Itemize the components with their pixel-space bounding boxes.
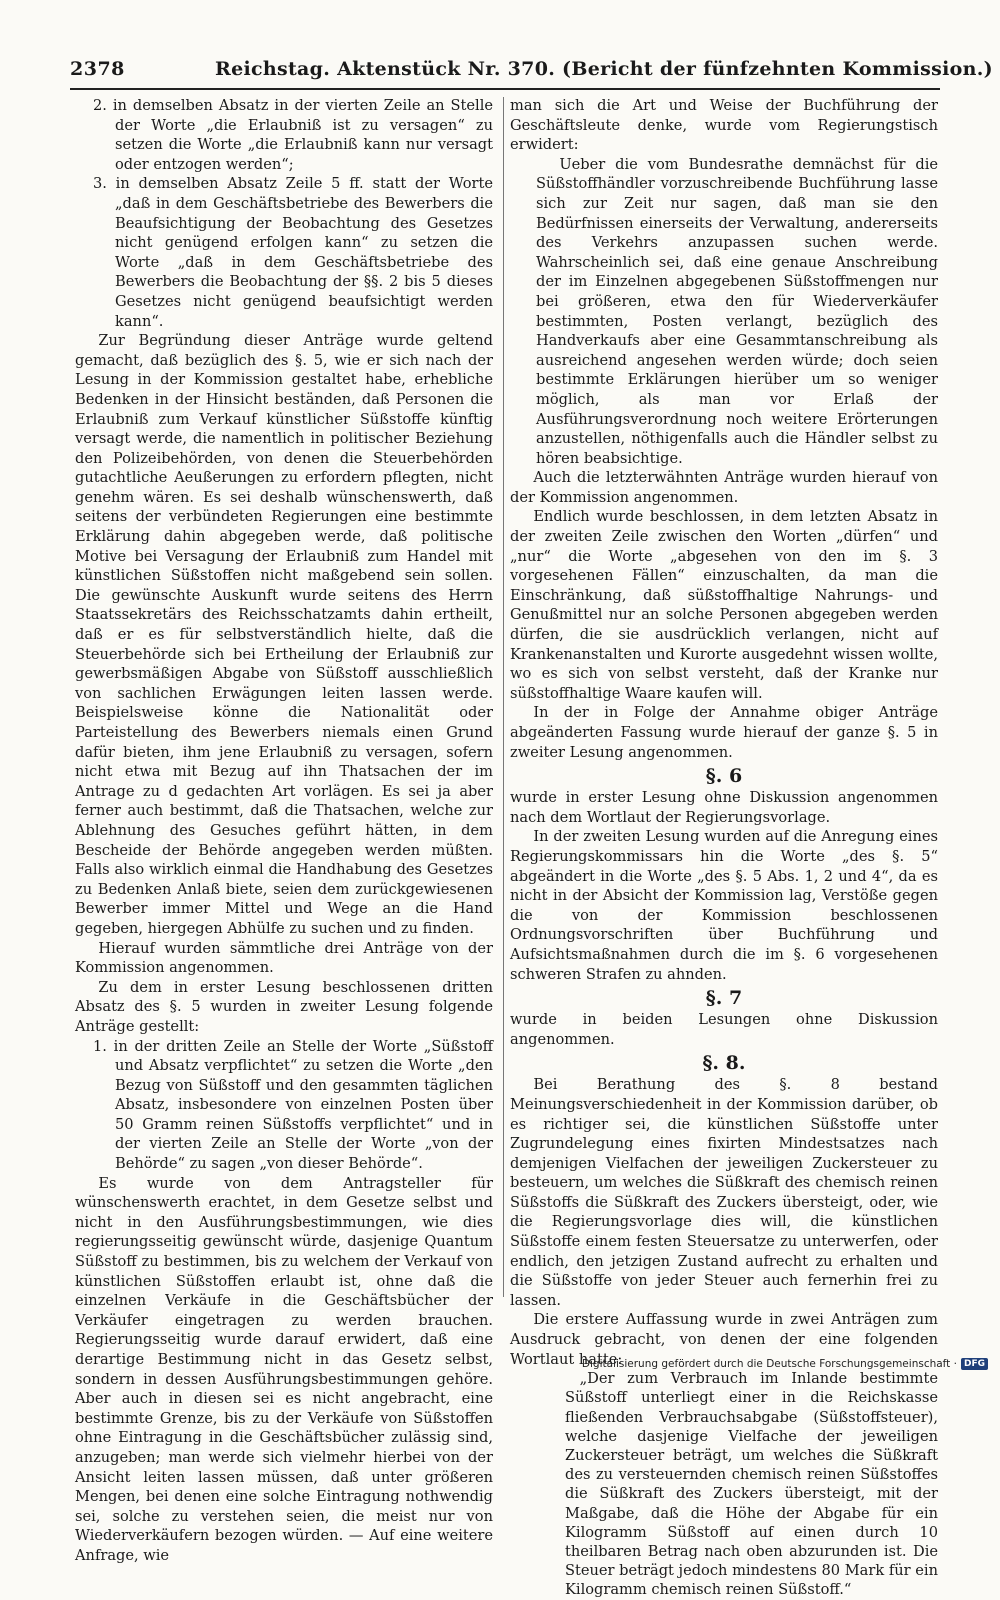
paragraph: Die erstere Auffassung wurde in zwei Anträgen zum Ausdruck gebracht, von denen der eine folgenden Wortlaut hatte: xyxy=(510,1311,938,1368)
paragraph: In der in Folge der Annahme obiger Anträge abgeänderten Fassung wurde hierauf der ganze §. 5 in zweiter Lesung angenommen. xyxy=(510,704,938,761)
paragraph: Hierauf wurden sämmtliche drei Anträge von der Kommission angenommen. xyxy=(75,939,493,977)
paragraph: Endlich wurde beschlossen, in dem letzten Absatz in der zweiten Zeile zwischen den Worten „dürfen“ und „nur“ die Worte „abgesehen von den im §. 3 vorgesehenen Fällen“ einzuschalten, da man die Einschränkung, daß süßstoffhaltige Nahrungs- und Genußmittel nur an solche Personen abgegeben werden dürfen, die sie ausdrücklich verlangen, nicht auf Krankenanstalten und Kurorte ausgedehnt wissen wollte, wo es sich von selbst versteht, daß der Kranke nur süßstoffhaltige Waare kaufen will. xyxy=(510,508,938,702)
section-heading: §. 7 xyxy=(705,987,743,1010)
list-item: 1. in der dritten Zeile an Stelle der Worte „Süßstoff und Absatz verpflichtet“ zu setzen die Worte „den Bezug von Süßstoff und den gesammten täglichen Absatz, insbesondere von einzelnen Posten über 50 Gramm reinen Süßstoffs verpflichtet“ und in der vierten Zeile an Stelle der Worte „von der Behörde“ zu sagen „von dieser Behörde“. xyxy=(93,1037,493,1173)
column-divider xyxy=(503,97,504,1297)
footer-credit: Digitalisierung gefördert durch die Deutsche Forschungsgemeinschaft · xyxy=(581,1358,957,1370)
paragraph: In der zweiten Lesung wurden auf die Anregung eines Regierungskommissars hin die Worte „des §. 5“ abgeändert in die Worte „des §. 5 Abs. 1, 2 und 4“, da es nicht in der Absicht der Kommission lag, Verstöße gegen die von der Kommission beschlossenen Ordnungsvorschriften über Buchführung und Aufsichtsmaßnahmen durch die im §. 6 vorgesehenen schweren Strafen zu ahnden. xyxy=(510,828,938,983)
paragraph: Zu dem in erster Lesung beschlossenen dritten Absatz des §. 5 wurden in zweiter Lesung folgende Anträge gestellt: xyxy=(75,978,493,1035)
paragraph: Bei Berathung des §. 8 bestand Meinungsverschiedenheit in der Kommission darüber, ob es richtiger sei, die künstlichen Süßstoffe unter Zugrundelegung eines fixirten Mindestsatzes nach demjenigen Vielfachen der jeweiligen Zuckersteuer zu besteuern, um welches die Süßkraft des chemisch reinen Süßstoffs die Süßkraft des Zuckers übersteigt, oder, wie die Regierungsvorlage dies will, die künstlichen Süßstoffe einem festen Steuersatze zu unterwerfen, oder endlich, den jetzigen Zustand aufrecht zu erhalten und die Süßstoffe von jeder Steuer auch fernerhin frei zu lassen. xyxy=(510,1076,938,1309)
page-number: 2378 xyxy=(70,58,125,80)
page-header xyxy=(70,58,993,84)
section-heading: §. 6 xyxy=(705,765,743,788)
header-rule xyxy=(70,88,940,90)
dfg-logo: DFG xyxy=(961,1358,988,1370)
quote-block: Ueber die vom Bundesrathe demnächst für die Süßstoffhändler vorzuschreibende Buchführung lasse sich zur Zeit nur sagen, daß man sie den Bedürfnissen einerseits der Verwaltung, andererseits des Verkehrs anzupassen suchen werde. Wahrscheinlich sei, daß eine genaue Anschreibung der im Einzelnen abgegebenen Süßstoffmengen nur bei größeren, etwa den für Wiederverkäufer bestimmten, Posten verlangt, bezüglich des Handverkaufs aber eine Gesammtanschreibung als ausreichend angesehen werden würde; doch seien bestimmte Erklärungen hierüber um so weniger möglich, als man vor Erlaß der Ausführungsverordnung noch weitere Erörterungen anzustellen, nöthigenfalls auch die Händler selbst zu hören beabsichtige. xyxy=(536,155,938,467)
paragraph: wurde in erster Lesung ohne Diskussion angenommen nach dem Wortlaut der Regierungsvorlage. xyxy=(510,789,938,826)
section-heading: §. 8. xyxy=(702,1052,746,1075)
running-title: Reichstag. Aktenstück Nr. 370. (Bericht der fünfzehnten Kommission.) xyxy=(215,58,993,80)
quote-block: „Der zum Verbrauch im Inlande bestimmte Süßstoff unterliegt einer in die Reichskasse fließenden Verbrauchsabgabe (Süßstoffsteuer), welche dasjenige Vielfache der jeweiligen Zuckersteuer beträgt, um welches die Süßkraft des zu versteuernden chemisch reinen Süßstoffes die Süßkraft des Zuckers übersteigt, mit der Maßgabe, daß die Höhe der Abgabe für ein Kilogramm Süßstoff auf einen durch 10 theilbaren Betrag nach oben abzurunden ist. Die Steuer beträgt jedoch mindestens 80 Mark für ein Kilogramm chemisch reinen Süßstoff.“ xyxy=(565,1370,938,1599)
list-item: 3. in demselben Absatz Zeile 5 ff. statt der Worte „daß in dem Geschäftsbetriebe des Bewerbers die Beaufsichtigung der Beobachtung des Gesetzes nicht genügend erfolgen kann“ zu setzen die Worte „daß in dem Geschäftsbetriebe des Bewerbers die Beobachtung der §§. 2 bis 5 dieses Gesetzes nicht genügend beaufsichtigt werden kann“. xyxy=(93,175,493,330)
paragraph: man sich die Art und Weise der Buchführung der Geschäftsleute denke, wurde vom Regierungstisch erwidert: xyxy=(510,97,938,154)
right-column xyxy=(510,96,938,1600)
footer xyxy=(582,1358,988,1370)
paragraph: wurde in beiden Lesungen ohne Diskussion angenommen. xyxy=(510,1011,938,1048)
list-item: 2. in demselben Absatz in der vierten Zeile an Stelle der Worte „die Erlaubniß ist zu versagen“ zu setzen die Worte „die Erlaubniß kann nur versagt oder entzogen werden“; xyxy=(93,97,493,173)
left-column xyxy=(75,96,493,1566)
paragraph: Zur Begründung dieser Anträge wurde geltend gemacht, daß bezüglich des §. 5, wie er sich nach der Lesung in der Kommission gestaltet habe, erhebliche Bedenken in der Hinsicht beständen, daß Personen die Erlaubniß zum Verkauf künstlicher Süßstoffe künftig versagt werde, die namentlich in politischer Beziehung den Polizeibehörden, von denen die Steuerbehörden gutachtliche Aeußerungen zu erfordern pflegten, nicht genehm wären. Es sei deshalb wünschenswerth, daß seitens der verbündeten Regierungen eine bestimmte Erklärung dahin abgegeben werde, daß politische Motive bei Versagung der Erlaubniß zum Handel mit künstlichen Süßstoffen nicht maßgebend sein sollen. Die gewünschte Auskunft wurde seitens des Herrn Staatssekretärs des Reichsschatzamts dahin ertheilt, daß er es für selbstverständlich hielte, daß die Steuerbehörde sich bei Ertheilung der Erlaubniß zur gewerbsmäßigen Abgabe von Süßstoff ausschließlich von sachlichen Erwägungen leiten lassen werde. Beispielsweise könne die Nationalität oder Parteistellung des Bewerbers niemals einen Grund dafür bieten, ihm jene Erlaubniß zu versagen, sofern nicht etwa mit Bezug auf ihn Thatsachen der im Antrage zu d gedachten Art vorlägen. Es sei ja aber ferner auch bestimmt, daß die Thatsachen, welche zur Ablehnung des Gesuches geführt hätten, in dem Bescheide der Behörde angegeben werden müßten. Falls also wirklich einmal die Handhabung des Gesetzes zu Bedenken Anlaß biete, seien dem zurückgewiesenen Bewerber immer Mittel und Wege an die Hand gegeben, hiergegen Abhülfe zu suchen und zu finden. xyxy=(75,332,493,937)
paragraph: Es wurde von dem Antragsteller für wünschenswerth erachtet, in dem Gesetze selbst und nicht in den Ausführungsbestimmungen, wie dies regierungsseitig gewünscht würde, dasjenige Quantum Süßstoff zu bestimmen, bis zu welchem der Verkauf von künstlichen Süßstoffen erlaubt ist, ohne daß die einzelnen Verkäufe in die Geschäftsbücher der Verkäufer eingetragen zu werden brauchen. Regierungsseitig wurde darauf erwidert, daß eine derartige Bestimmung nicht in das Gesetz selbst, sondern in dessen Ausführungsbestimmungen gehöre. Aber auch in diesen sei es nicht angebracht, eine bestimmte Grenze, bis zu der Verkäufe von Süßstoffen ohne Eintragung in die Geschäftsbücher zulässig sind, anzugeben; man werde sich vielmehr hierbei von der Ansicht leiten lassen müssen, daß unter größeren Mengen, bei denen eine solche Eintragung nothwendig sei, solche zu verstehen seien, die meist nur von Wiederverkäufern bezogen würden. — Auf eine weitere Anfrage, wie xyxy=(75,1174,493,1564)
paragraph: Auch die letzterwähnten Anträge wurden hierauf von der Kommission angenommen. xyxy=(510,469,938,506)
